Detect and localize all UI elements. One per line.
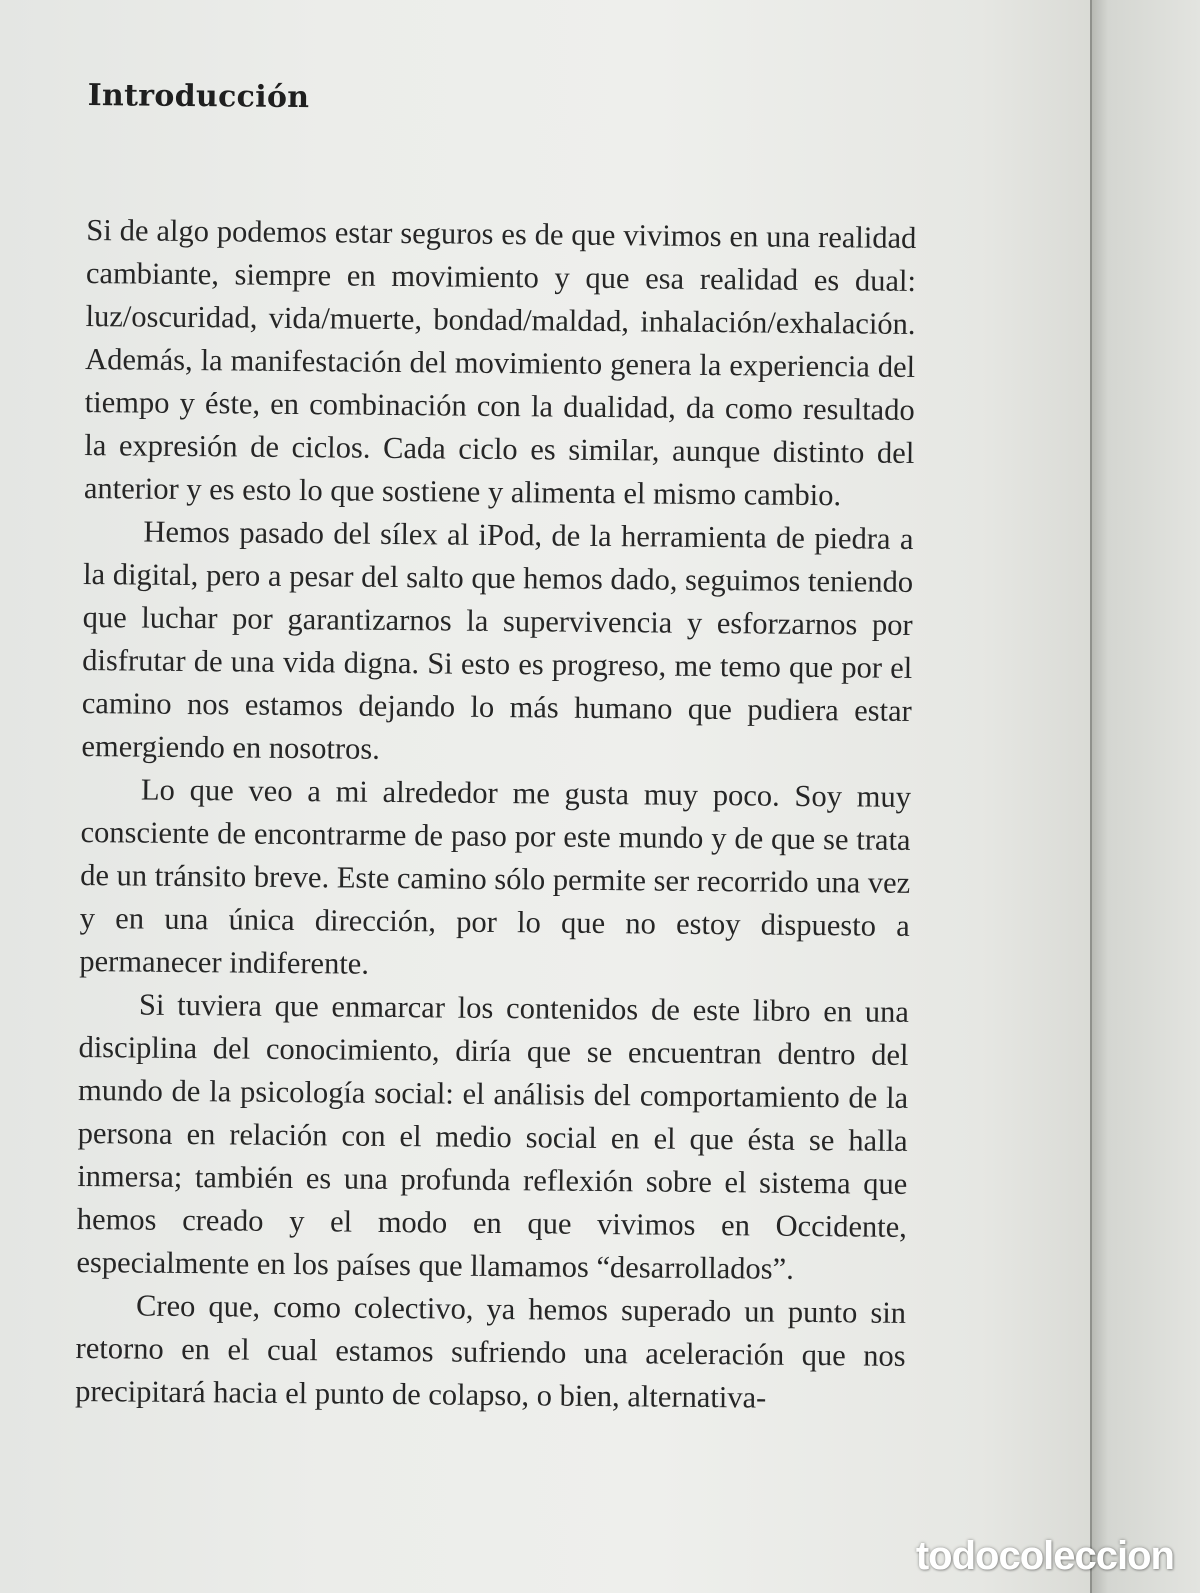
paragraph: Creo que, como colectivo, ya hemos superado un punto sin retorno en el cual estamos sufriendo una aceleración que nos precipitará hacia el punto de colapso, o bien, alternativa- — [75, 1288, 907, 1415]
paragraph: Hemos pasado del sílex al iPod, de la herramienta de piedra a la digital, pero a pesar del salto que hemos dado, seguimos teniendo que luchar por garantizarnos la supervivencia y esforzarnos por disfrutar de una vida digna. Si esto es progreso, me temo que por el camino nos estamos dejando lo más humano que pudiera estar emergiendo en nosotros. — [81, 514, 914, 766]
paragraph: Lo que veo a mi alrededor me gusta muy poco. Soy muy consciente de encontrarme de paso por este mundo y de que se trata de un tránsito breve. Este camino sólo permite ser recorrido una vez y en una única dirección, por lo que no estoy dispuesto a permanecer indiferente. — [79, 772, 912, 981]
watermark-logo: todocoleccion — [915, 1534, 1174, 1578]
page-content — [75, 62, 918, 1421]
adjacent-page — [1092, 0, 1200, 1593]
paragraph: Si tuviera que enmarcar los contenidos de este libro en una disciplina del conocimiento, diría que se encuentran dentro del mundo de la psicología social: el análisis del comportamiento de la persona en relación con el medio social en el que ésta se halla inmersa; también es una profunda reflexión sobre el sistema que hemos creado y el modo en que vivimos en Occidente, especialmente en los países que llamamos “desarrollados”. — [76, 987, 910, 1286]
chapter-heading: Introducción — [87, 77, 310, 116]
paragraph: Si de algo podemos estar seguros es de que vivimos en una realidad cambiante, siempre en movimiento y que esa realidad es dual: luz/oscuridad, vida/muerte, bondad/maldad, inhalación/exhalación. Además, la manifestación del movimiento genera la experiencia del tiempo y éste, en combinación con la dualidad, da como resultado la expresión de ciclos. Cada ciclo es similar, aunque distinto del anterior y es esto lo que sostiene y alimenta el mismo cambio. — [83, 212, 917, 513]
body-text — [75, 209, 917, 1421]
